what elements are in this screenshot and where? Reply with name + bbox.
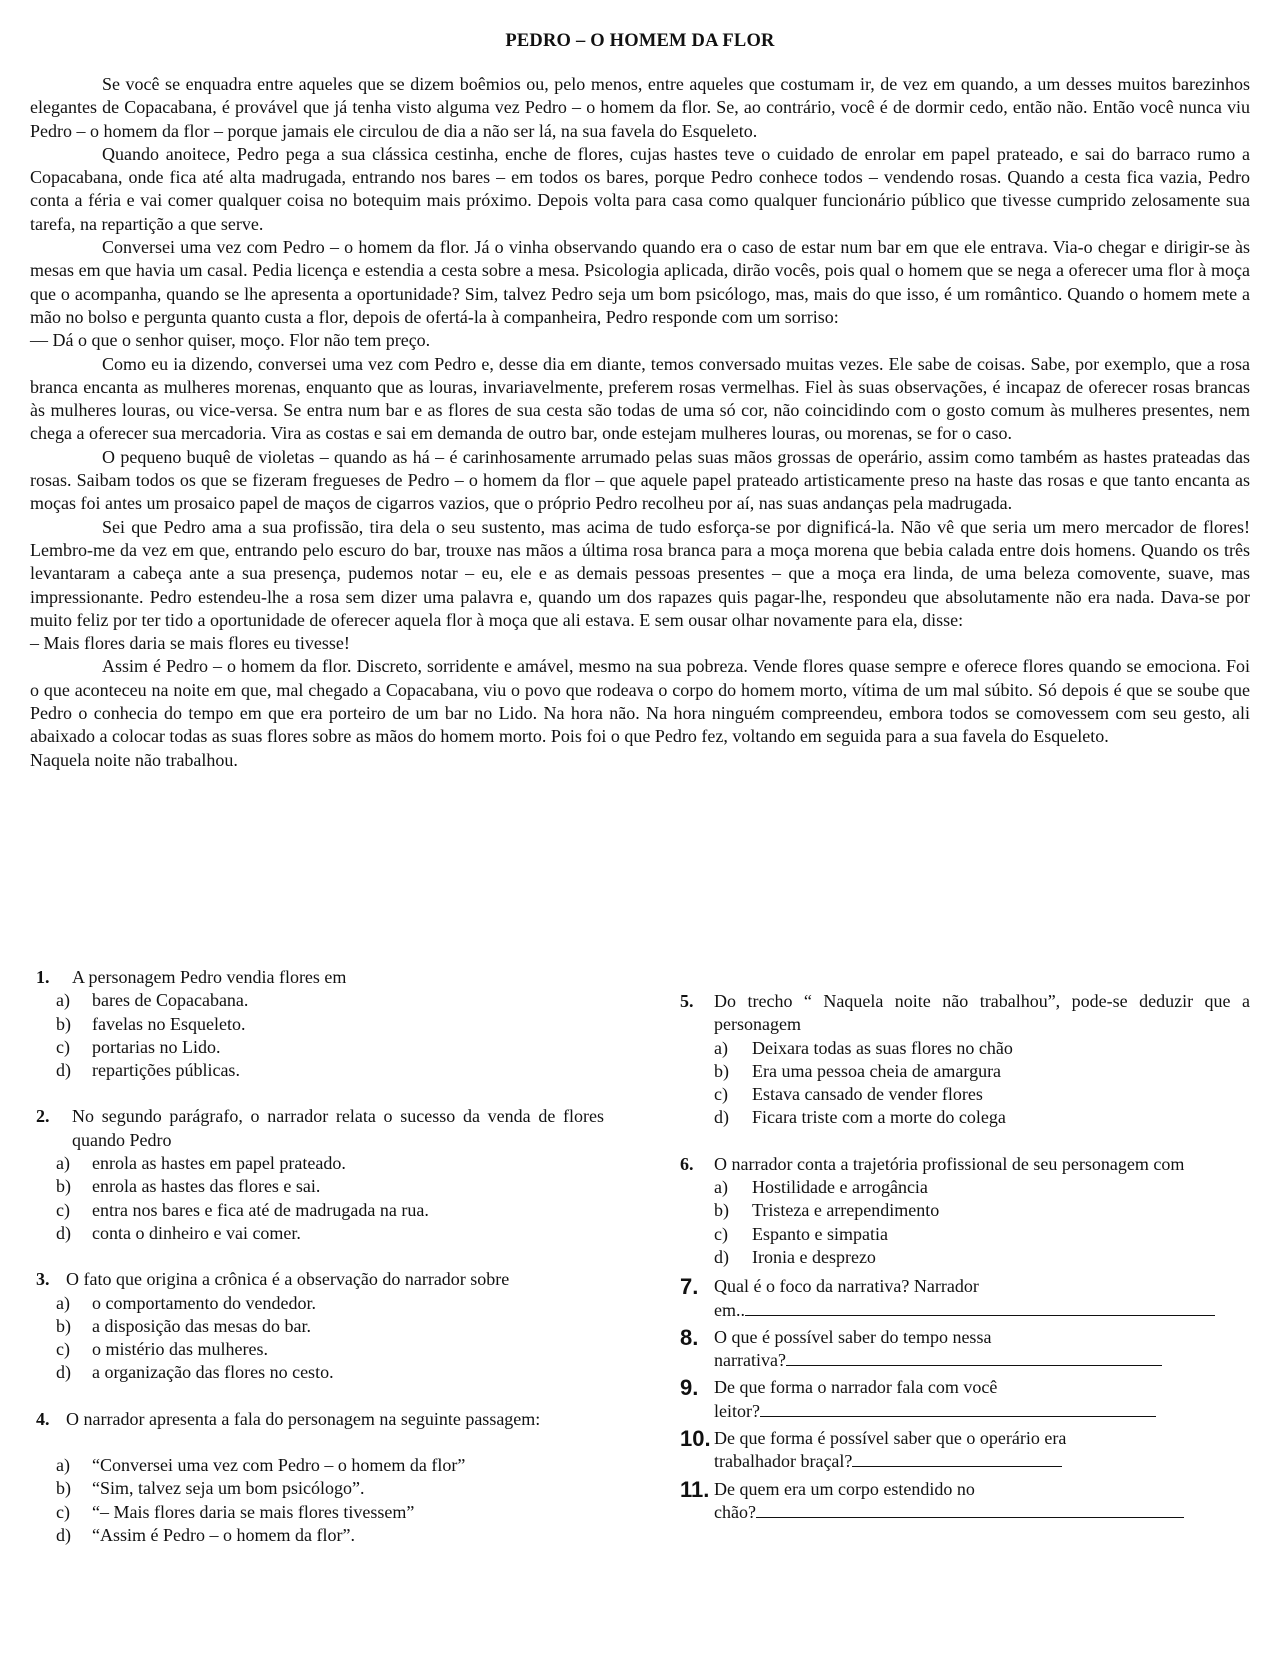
option[interactable] <box>56 1454 604 1477</box>
paragraph: Assim é Pedro – o homem da flor. Discreto, sorridente e amável, mesmo na sua pobreza. Vende flores quase sempre e oferece flores quando se emociona. Foi o que aconteceu na noite em que, mal chegado a Copacabana, viu o povo que rodeava o corpo do homem morto, vítima de um mal súbito. Só depois é que se soube que Pedro o conhecia do tempo em que era porteiro de um bar no Lido. Na hora não. Na hora ninguém compreendeu, embora todos se comovessem com seu gesto, ali abaixado a colocar todas as suas flores sobre as mãos do homem morto. Pois foi o que Pedro fez, voltando em seguida para a sua favela do Esqueleto. <box>30 656 1250 747</box>
option-text: entra nos bares e fica até de madrugada na rua. <box>92 1199 429 1220</box>
option-letter: a) <box>56 1292 70 1313</box>
option-text: repartições públicas. <box>92 1060 240 1081</box>
question-text: chão? <box>714 1501 756 1522</box>
option[interactable] <box>56 1152 604 1175</box>
option-text: portarias no Lido. <box>92 1036 221 1057</box>
question-stem <box>714 1427 1066 1474</box>
option-letter: d) <box>56 1362 71 1383</box>
option-letter: c) <box>56 1199 70 1220</box>
option-letter: a) <box>56 990 70 1011</box>
question-number: 3. <box>36 1269 50 1290</box>
option-text: a disposição das mesas do bar. <box>92 1315 311 1336</box>
question-10 <box>680 1427 1250 1474</box>
page-title: PEDRO – O HOMEM DA FLOR <box>505 31 775 51</box>
question-number: 4. <box>36 1408 50 1429</box>
options-list <box>680 1037 1250 1130</box>
question-11 <box>680 1478 1250 1525</box>
story-text <box>30 73 1250 772</box>
option-letter: d) <box>714 1107 729 1128</box>
option[interactable] <box>56 1059 604 1082</box>
option[interactable] <box>714 1223 1250 1246</box>
question-number: 10. <box>680 1426 711 1452</box>
option-letter: b) <box>56 1315 71 1336</box>
option-letter: c) <box>714 1084 728 1105</box>
option-letter: c) <box>56 1036 70 1057</box>
question-2 <box>36 1105 604 1245</box>
question-number: 7. <box>680 1274 699 1300</box>
option-letter: d) <box>56 1222 71 1243</box>
question-number: 6. <box>680 1153 694 1174</box>
option-letter: d) <box>56 1060 71 1081</box>
question-number: 9. <box>680 1375 699 1401</box>
option-text: Espanto e simpatia <box>752 1223 888 1244</box>
option[interactable] <box>56 1222 604 1245</box>
question-text: De que forma o narrador fala com você <box>714 1377 998 1398</box>
paragraph: Como eu ia dizendo, conversei uma vez com Pedro e, desse dia em diante, temos conversado muitas vezes. Ele sabe de coisas. Sabe, por exemplo, que a rosa branca encanta as mulheres morenas, enquanto que as louras, invariavelmente, preferem rosas vermelhas. Fiel às suas observações, é incapaz de oferecer rosas brancas às mulheres louras, ou vice-versa. Se entra num bar e as flores de sua cesta são todas de uma só cor, não coincidindo com o gosto comum às mulheres presentes, nem chega a oferecer sua mercadoria. Vira as costas e sai em demanda de outro bar, onde estejam mulheres louras, ou morenas, se for o caso. <box>30 353 1250 444</box>
option-letter: b) <box>56 1176 71 1197</box>
option-text: Hostilidade e arrogância <box>752 1177 928 1198</box>
option[interactable] <box>56 1361 604 1384</box>
paragraph: Conversei uma vez com Pedro – o homem da flor. Já o vinha observando quando era o caso de estar num bar em que ele entrava. Via-o chegar e dirigir-se às mesas em que havia um casal. Pedia licença e estendia a cesta sobre a mesa. Psicologia aplicada, dirão vocês, pois qual o homem que se nega a oferecer uma flor à moça que o acompanha, quando se lhe apresenta a oportunidade? Sim, talvez Pedro seja um bom psicólogo, mas, mais do que isso, é um romântico. Quando o homem mete a mão no bolso e pergunta quanto custa a flor, depois de ofertá-la à companheira, Pedro responde com um sorriso: <box>30 237 1250 327</box>
option-letter: b) <box>56 1478 71 1499</box>
dialogue-line: – Mais flores daria se mais flores eu tivesse! <box>30 633 350 654</box>
option-text: favelas no Esqueleto. <box>92 1013 246 1034</box>
option-letter: d) <box>56 1524 71 1545</box>
paragraph: Sei que Pedro ama a sua profissão, tira dela o seu sustento, mas acima de tudo esforça-se por dignificá-la. Não vê que seria um mero mercador de flores! Lembro-me da vez em que, entrando pelo escuro do bar, trouxe nas mãos a última rosa branca para a moça morena que bebia calada entre dois homens. Quando os três levantaram a cabeça ante a sua presença, pudemos notar – eu, ele e as demais pessoas presentes – que a moça era linda, de uma beleza comovente, suave, mas impressionante. Pedro estendeu-lhe a rosa sem dizer uma palavra e, quando um dos rapazes quis pagar-lhe, respondeu que absolutamente não era nada. Dava-se por muito feliz por ter tido a oportunidade de oferecer aquela flor à moça que ali estava. E sem ousar olhar novamente para ela, disse: <box>30 516 1250 630</box>
question-number: 8. <box>680 1324 699 1350</box>
worksheet-page <box>30 0 1250 772</box>
paragraph: Se você se enquadra entre aqueles que se dizem boêmios ou, pelo menos, entre aqueles que costumam ir, de vez em quando, a um desses muitos barezinhos elegantes de Copacabana, é provável que já tenha visto alguma vez Pedro – o homem da flor. Se, ao contrário, você é de dormir cedo, então não. Então você nunca viu Pedro – o homem da flor – porque jamais ele circulou de dia a não ser lá, na sua favela do Esqueleto. <box>30 74 1250 141</box>
option[interactable] <box>714 1083 1250 1106</box>
option-text: conta o dinheiro e vai comer. <box>92 1222 301 1243</box>
paragraph: O pequeno buquê de violetas – quando as há – é carinhosamente arrumado pelas suas mãos grossas de operário, assim como também as hastes prateadas das rosas. Saibam todos os que se fizeram fregueses de Pedro – o homem da flor – que aquele papel prateado artisticamente preso na haste das rosas e que tanto encanta as moças foi antes um prosaico papel de maços de cigarros vazios, que o próprio Pedro recolheu por aí, nas suas andanças pela madrugada. <box>30 446 1250 514</box>
option[interactable] <box>714 1060 1250 1083</box>
option-letter: c) <box>56 1501 70 1522</box>
option-text: Estava cansado de vender flores <box>752 1084 983 1105</box>
question-stem: A personagem Pedro vendia flores em <box>72 967 347 987</box>
question-text: De que forma é possível saber que o operário era <box>714 1428 1067 1449</box>
question-stem <box>714 1478 1184 1525</box>
question-text: trabalhador braçal? <box>714 1451 853 1472</box>
option-text: a organização das flores no cesto. <box>92 1362 334 1383</box>
option-letter: a) <box>56 1153 70 1174</box>
open-questions <box>680 1275 1250 1524</box>
option[interactable] <box>56 1477 604 1500</box>
option[interactable] <box>56 1175 604 1198</box>
question-3 <box>36 1268 604 1384</box>
question-7 <box>680 1275 1250 1322</box>
option-text: “Sim, talvez seja um bom psicólogo”. <box>92 1478 365 1499</box>
option-text: bares de Copacabana. <box>92 990 249 1011</box>
option[interactable] <box>714 1037 1250 1060</box>
option-text: Ficara triste com a morte do colega <box>752 1107 1006 1128</box>
answer-line[interactable] <box>852 1450 1062 1467</box>
options-list <box>36 1454 604 1547</box>
options-list <box>36 989 604 1082</box>
options-list <box>36 1152 604 1245</box>
question-stem <box>714 1376 1156 1423</box>
question-5 <box>680 990 1250 1130</box>
option-text: o comportamento do vendedor. <box>92 1292 316 1313</box>
option-text: “Conversei uma vez com Pedro – o homem da flor” <box>92 1455 466 1476</box>
dialogue-line: — Dá o que o senhor quiser, moço. Flor não tem preço. <box>30 330 431 351</box>
option-letter: a) <box>56 1455 70 1476</box>
paragraph: Quando anoitece, Pedro pega a sua clássica cestinha, enche de flores, cujas hastes teve o cuidado de enrolar em papel prateado, e sai do barraco rumo a Copacabana, onde fica até alta madrugada, entrando nos bares – em todos os bares, porque Pedro conhece todos – vendendo rosas. Quando a cesta fica vazia, Pedro conta a féria e vai comer qualquer coisa no botequim mais próximo. Depois volta para casa como qualquer funcionário público que tivesse cumprido zelosamente sua tarefa, na repartição a que serve. <box>30 143 1250 234</box>
option[interactable] <box>56 1315 604 1338</box>
option[interactable] <box>56 1292 604 1315</box>
option-text: “– Mais flores daria se mais flores tivessem” <box>92 1501 415 1522</box>
question-text: De quem era um corpo estendido no <box>714 1478 975 1499</box>
answer-line[interactable] <box>786 1349 1162 1366</box>
answer-line[interactable] <box>745 1299 1215 1316</box>
option-text: “Assim é Pedro – o homem da flor”. <box>92 1524 355 1545</box>
option-letter: c) <box>56 1339 70 1360</box>
option-letter: b) <box>714 1060 729 1081</box>
options-list <box>680 1176 1250 1269</box>
option-letter: d) <box>714 1246 729 1267</box>
question-number: 1. <box>36 967 50 987</box>
option[interactable] <box>714 1246 1250 1269</box>
option-text: o mistério das mulheres. <box>92 1339 268 1360</box>
option[interactable] <box>714 1176 1250 1199</box>
option-letter: b) <box>714 1200 729 1221</box>
answer-line[interactable] <box>756 1501 1184 1518</box>
option[interactable] <box>714 1199 1250 1222</box>
option-letter: a) <box>714 1037 728 1058</box>
option[interactable] <box>56 1199 604 1222</box>
question-number: 5. <box>680 991 694 1011</box>
option-text: enrola as hastes das flores e sai. <box>92 1176 321 1197</box>
questions-left-column <box>36 966 604 1570</box>
question-stem: O fato que origina a crônica é a observação do narrador sobre <box>66 1269 510 1290</box>
question-stem: O narrador apresenta a fala do personagem na seguinte passagem: <box>66 1408 541 1429</box>
option-letter: b) <box>56 1013 71 1034</box>
option-text: Ironia e desprezo <box>752 1246 876 1267</box>
question-text: em.. <box>714 1299 745 1320</box>
question-1 <box>36 966 604 1082</box>
option[interactable] <box>56 1524 604 1547</box>
option-letter: c) <box>714 1223 728 1244</box>
question-4 <box>36 1408 604 1547</box>
option-text: Tristeza e arrependimento <box>752 1200 940 1221</box>
question-text: leitor? <box>714 1400 760 1421</box>
option[interactable] <box>56 1501 604 1524</box>
closing-line: Naquela noite não trabalhou. <box>30 749 238 770</box>
questions-right-column <box>680 990 1250 1528</box>
question-stem <box>714 1326 1162 1373</box>
option-text: Deixara todas as suas flores no chão <box>752 1037 1013 1058</box>
question-stem <box>714 1275 1215 1322</box>
question-8 <box>680 1326 1250 1373</box>
question-stem: O narrador conta a trajetória profissional de seu personagem com <box>714 1153 1185 1174</box>
question-text: O que é possível saber do tempo nessa <box>714 1326 992 1347</box>
option-letter: a) <box>714 1177 728 1198</box>
question-9 <box>680 1376 1250 1423</box>
question-6 <box>680 1153 1250 1269</box>
question-stem: No segundo parágrafo, o narrador relata o sucesso da venda de flores quando Pedro <box>72 1106 604 1150</box>
question-text: narrativa? <box>714 1350 786 1371</box>
question-stem: Do trecho “ Naquela noite não trabalhou”, pode-se deduzir que a personagem <box>714 991 1250 1035</box>
option-text: enrola as hastes em papel prateado. <box>92 1153 346 1174</box>
option[interactable] <box>56 1338 604 1361</box>
option[interactable] <box>56 989 604 1012</box>
answer-line[interactable] <box>760 1400 1156 1417</box>
question-number: 2. <box>36 1106 50 1127</box>
option[interactable] <box>56 1013 604 1036</box>
question-text: Qual é o foco da narrativa? Narrador <box>714 1276 979 1297</box>
option[interactable] <box>714 1106 1250 1129</box>
option-text: Era uma pessoa cheia de amargura <box>752 1060 1002 1081</box>
option[interactable] <box>56 1036 604 1059</box>
options-list <box>36 1292 604 1385</box>
question-number: 11. <box>680 1476 710 1502</box>
